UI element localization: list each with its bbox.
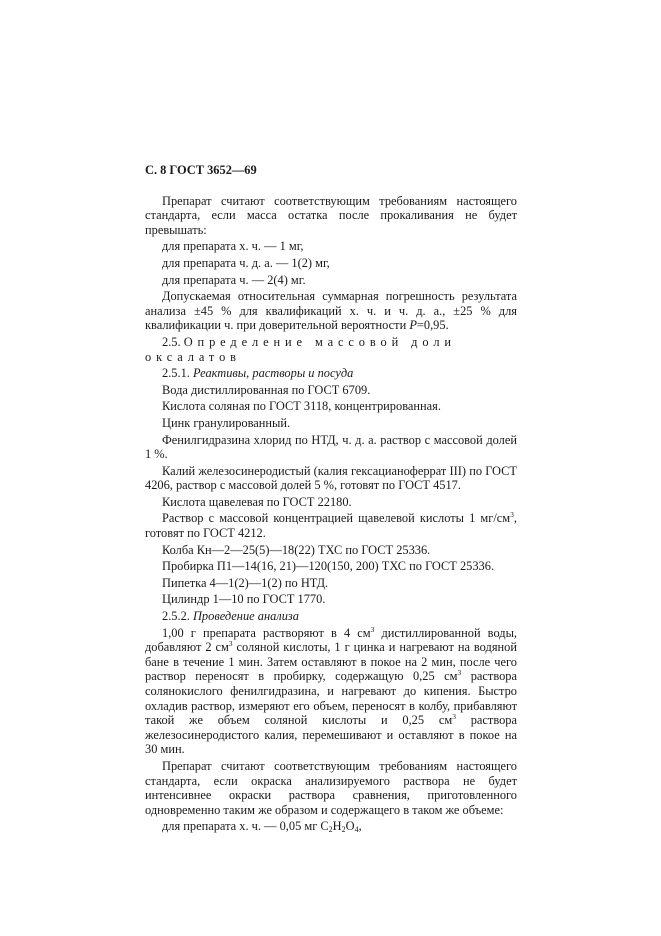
reagent-oxalic-solution [145,511,517,540]
section-title: Реактивы, растворы и посуда [192,366,354,381]
formula-part: , [358,819,362,834]
reagent-potassium-ferricyanide: Калий железосинеродистый (калия гексацианоферрат III) по ГОСТ 4206, раствор с массовой долей 5 %, готовят по ГОСТ 4517. [145,463,517,493]
equipment-cylinder: Цилиндр 1—10 по ГОСТ 1770. [162,592,326,607]
superscript: 3 [510,510,514,520]
document-page [145,163,517,836]
paragraph-error-tolerance [145,289,517,333]
equipment-flask: Колба Кн—2—25(5)—18(22) ТХС по ГОСТ 25336. [162,542,431,557]
limit-text: для препарата х. ч. — 0,05 мг C [162,819,329,834]
superscript: 3 [370,624,375,634]
reagent-hcl: Кислота соляная по ГОСТ 3118, концентрированная. [162,399,441,414]
section-number: 2.5. [162,334,184,349]
paragraph-limit-ch: для препарата ч. — 2(4) мг. [162,272,306,287]
section-2-5-2-heading [145,609,517,624]
equipment-pipette: Пипетка 4—1(2)—1(2) по НТД. [162,575,329,590]
subscript: 4 [354,825,359,835]
section-2-5-heading [145,335,517,364]
solution-text: Раствор с массовой концентрацией щавелевой кислоты 1 мг/см [162,511,511,526]
page-header: С. 8 ГОСТ 3652—69 [145,163,257,177]
formula-part: H [332,819,342,834]
subscript: 2 [328,825,333,835]
procedure-text: 1,00 г препарата растворяют в 4 см [162,625,371,640]
paragraph-residue-requirement: Препарат считают соответствующим требованиям настоящего стандарта, если масса остатка после прокаливания не будет превышать: [145,193,517,237]
procedure-text: дистиллированной воды, добавляют 2 см [145,625,518,655]
procedure-text: раствора железосинеродистого калия, перемешивают и оставляют в покое на 30 мин. [145,713,517,757]
procedure-text: соляной кислоты, 1 г цинка и нагревают на водяной бане в течение 1 мин. Затем оставляют в покое на 2 мин, после чего раствор переносят в пробирку, содержащую 0,25 см [145,640,517,684]
reagent-phenylhydrazine: Фенилгидразина хлорид по НТД, ч. д. а. раствор с массовой долей 1 %. [145,432,517,462]
section-title: Проведение анализа [192,609,299,624]
paragraph-procedure [145,626,517,757]
probability-symbol: P [409,318,417,333]
superscript: 3 [452,712,456,722]
superscript: 3 [228,639,233,649]
reagent-water: Вода дистиллированная по ГОСТ 6709. [162,382,371,397]
section-number: 2.5.1. [162,366,193,381]
subscript: 2 [341,825,346,835]
paragraph-oxalate-limit-xch [145,819,517,834]
paragraph-limit-xch: для препарата х. ч. — 1 мг, [162,239,304,254]
paragraph-limit-chda: для препарата ч. д. а. — 1(2) мг, [162,255,330,270]
reagent-oxalic-acid: Кислота щавелевая по ГОСТ 22180. [162,494,352,509]
procedure-text: раствора солянокислого фенилгидразина, и нагревают до кипения. Быстро охладив раствор, измеряют его объем, переносят в колбу, прибавляют такой же объем соляной кислоты и 0,25 см [145,669,517,728]
solution-text-end: , готовят по ГОСТ 4212. [145,511,517,541]
error-text: Допускаемая относительная суммарная погрешность результата анализа ±45 % для квалификаций х. ч. и ч. д. а., ±25 % для квалификации ч. при доверительной вероятности [145,289,517,333]
paragraph-color-requirement: Препарат считают соответствующим требованиям настоящего стандарта, если окраска анализируемого раствора не будет интенсивнее окраски раствора сравнения, приготовленного одновременно таким же образом и содержащего в таком же объеме: [145,758,517,817]
probability-value: =0,95. [416,318,449,333]
reagent-zinc: Цинк гранулированный. [162,415,291,430]
section-number: 2.5.2. [162,609,193,624]
formula-part: O [345,819,355,834]
section-title: Определение массовой доли оксалатов [145,334,456,364]
equipment-test-tube: Пробирка П1—14(16, 21)—120(150, 200) ТХС по ГОСТ 25336. [162,559,495,574]
superscript: 3 [457,668,462,678]
section-2-5-1-heading [145,366,517,381]
